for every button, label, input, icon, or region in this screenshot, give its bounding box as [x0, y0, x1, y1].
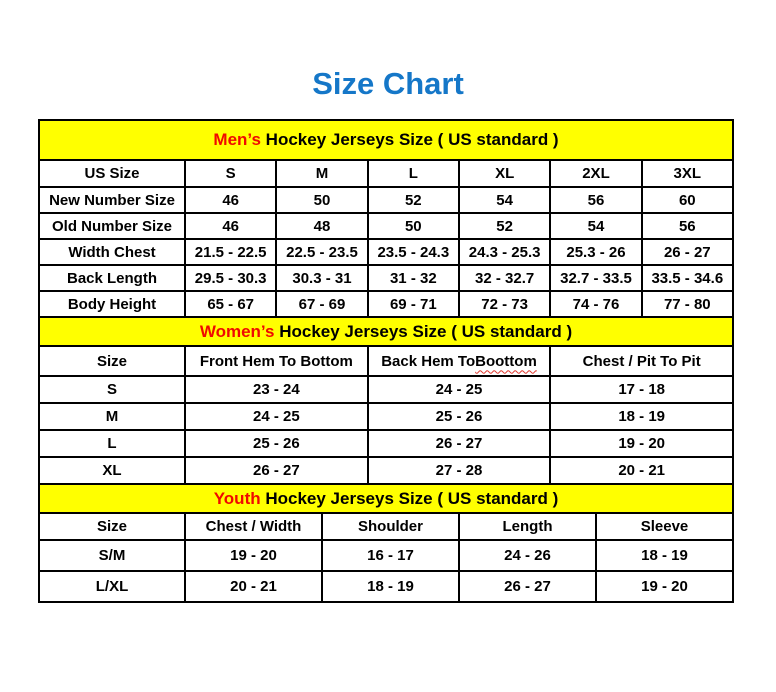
- size-value: 20 - 21: [184, 572, 321, 601]
- womens-header-row: [40, 345, 732, 375]
- womens-row-xl: [40, 456, 732, 483]
- row-label: XL: [102, 462, 122, 479]
- size-value: 19 - 20: [595, 572, 732, 601]
- mens-header-2xl: 2XL: [549, 161, 640, 186]
- mens-row-body-height: [40, 290, 732, 316]
- size-value: 56: [549, 188, 640, 212]
- mens-header-xl: XL: [458, 161, 549, 186]
- womens-row-l: [40, 429, 732, 456]
- back-hem-label: Back Hem To: [381, 352, 476, 370]
- size-value: 19 - 20: [184, 541, 321, 570]
- row-label: L: [107, 435, 117, 452]
- row-label: M: [105, 408, 119, 425]
- size-value: 27 - 28: [367, 458, 550, 483]
- size-value: 56: [641, 214, 732, 238]
- youth-header-chest-width: Chest / Width: [184, 514, 321, 539]
- size-value: 26 - 27: [184, 458, 367, 483]
- size-value: 22.5 - 23.5: [275, 240, 366, 264]
- size-value: 69 - 71: [367, 292, 458, 316]
- youth-header-shoulder: Shoulder: [321, 514, 458, 539]
- size-value: 29.5 - 30.3: [184, 266, 275, 290]
- size-value: 21.5 - 22.5: [184, 240, 275, 264]
- size-value: 23 - 24: [184, 377, 367, 402]
- size-value: 26 - 27: [367, 431, 550, 456]
- size-value: 24 - 25: [184, 404, 367, 429]
- youth-row-sm: [40, 539, 732, 570]
- row-label: S: [106, 381, 117, 398]
- size-value: 50: [275, 188, 366, 212]
- mens-row-width-chest: [40, 238, 732, 264]
- mens-header-row: [40, 159, 732, 186]
- womens-banner-highlight: Women’s: [199, 321, 275, 341]
- womens-header-back-hem: [367, 347, 550, 375]
- size-value: 48: [275, 214, 366, 238]
- size-value: 30.3 - 31: [275, 266, 366, 290]
- size-value: 50: [367, 214, 458, 238]
- size-value: 52: [458, 214, 549, 238]
- youth-section-banner: [40, 483, 732, 512]
- size-value: 24 - 25: [367, 377, 550, 402]
- size-value: 20 - 21: [549, 458, 732, 483]
- row-label: Old Number Size: [51, 217, 173, 235]
- mens-header-3xl: 3XL: [641, 161, 732, 186]
- womens-banner-text: Hockey Jerseys Size ( US standard ): [274, 321, 573, 341]
- womens-header-front-hem: Front Hem To Bottom: [184, 347, 367, 375]
- youth-row-lxl: [40, 570, 732, 601]
- row-label: New Number Size: [49, 191, 175, 209]
- mens-row-old-number-size: [40, 212, 732, 238]
- size-value: 24 - 26: [458, 541, 595, 570]
- size-value: 25.3 - 26: [549, 240, 640, 264]
- size-value: 26 - 27: [458, 572, 595, 601]
- youth-banner-highlight: Youth: [213, 488, 261, 508]
- womens-row-s: [40, 375, 732, 402]
- youth-header-length: Length: [458, 514, 595, 539]
- size-value: 25 - 26: [184, 431, 367, 456]
- page-title: Size Chart: [312, 66, 464, 101]
- size-value: 46: [184, 188, 275, 212]
- size-value: 26 - 27: [641, 240, 732, 264]
- womens-row-m: [40, 402, 732, 429]
- womens-section-banner: [40, 316, 732, 345]
- misspelled-word: Boottom: [475, 352, 537, 370]
- size-value: 32.7 - 33.5: [549, 266, 640, 290]
- womens-header-size: Size: [96, 352, 127, 370]
- size-value: 65 - 67: [184, 292, 275, 316]
- youth-header-row: [40, 512, 732, 539]
- row-label: S/M: [98, 547, 126, 564]
- mens-section-banner: [40, 121, 732, 159]
- size-value: 16 - 17: [321, 541, 458, 570]
- size-value: 25 - 26: [367, 404, 550, 429]
- row-label: Width Chest: [68, 243, 156, 261]
- youth-header-size: Size: [96, 518, 127, 535]
- mens-header-l: L: [367, 161, 458, 186]
- size-value: 17 - 18: [549, 377, 732, 402]
- row-label: Body Height: [67, 295, 157, 313]
- row-label: L/XL: [95, 578, 129, 595]
- size-value: 33.5 - 34.6: [641, 266, 732, 290]
- size-value: 72 - 73: [458, 292, 549, 316]
- mens-banner-text: Hockey Jerseys Size ( US standard ): [260, 130, 559, 149]
- size-value: 18 - 19: [321, 572, 458, 601]
- size-value: 67 - 69: [275, 292, 366, 316]
- size-value: 46: [184, 214, 275, 238]
- size-value: 60: [641, 188, 732, 212]
- size-value: 54: [549, 214, 640, 238]
- mens-banner-highlight: Men’s: [213, 130, 261, 149]
- size-value: 23.5 - 24.3: [367, 240, 458, 264]
- mens-header-s: S: [184, 161, 275, 186]
- womens-header-chest: Chest / Pit To Pit: [549, 347, 732, 375]
- size-value: 54: [458, 188, 549, 212]
- size-chart-table: [38, 119, 734, 603]
- size-value: 74 - 76: [549, 292, 640, 316]
- size-value: 32 - 32.7: [458, 266, 549, 290]
- size-value: 52: [367, 188, 458, 212]
- size-value: 31 - 32: [367, 266, 458, 290]
- mens-row-back-length: [40, 264, 732, 290]
- size-value: 18 - 19: [549, 404, 732, 429]
- size-value: 77 - 80: [641, 292, 732, 316]
- mens-header-us-size: US Size: [84, 165, 140, 182]
- mens-header-m: M: [275, 161, 366, 186]
- row-label: Back Length: [66, 269, 157, 287]
- mens-row-new-number-size: [40, 186, 732, 212]
- size-value: 24.3 - 25.3: [458, 240, 549, 264]
- size-value: 19 - 20: [549, 431, 732, 456]
- youth-header-sleeve: Sleeve: [595, 514, 732, 539]
- size-value: 18 - 19: [595, 541, 732, 570]
- youth-banner-text: Hockey Jerseys Size ( US standard ): [260, 488, 559, 508]
